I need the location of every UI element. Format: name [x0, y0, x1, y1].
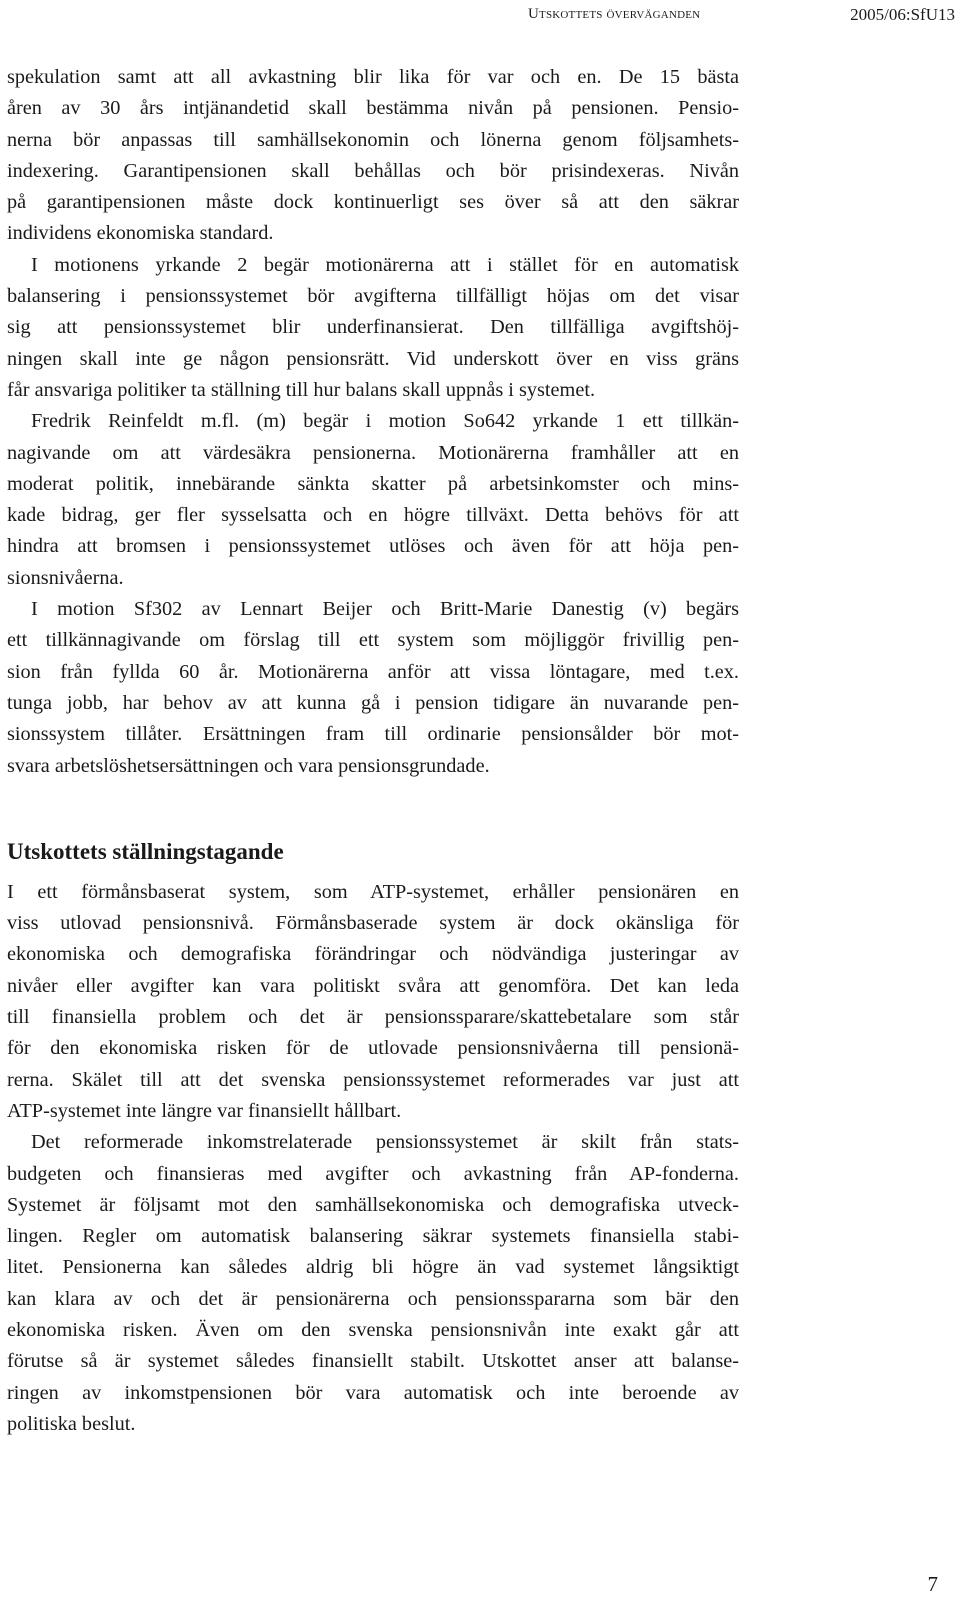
text-line: Det reformerade inkomstrelaterade pensionssystemet är skilt från stats- — [31, 1131, 739, 1154]
text-line: nerna bör anpassas till samhällsekonomin och lönerna genom följsamhets- — [7, 128, 739, 151]
text-line: nivåer eller avgifter kan vara politiskt svåra att genomföra. Det kan leda — [7, 974, 739, 997]
text-line: Systemet är följsamt mot den samhällsekonomiska och demografiska utveck- — [7, 1193, 739, 1216]
section-heading: Utskottets ställningstagande — [7, 838, 284, 864]
paragraph — [7, 62, 739, 250]
motions-summary — [7, 62, 739, 782]
text-line: individens ekonomiska standard. — [7, 222, 274, 245]
text-line: I ett förmånsbaserat system, som ATP-systemet, erhåller pensionären en — [7, 880, 739, 903]
text-line: sig att pensionssystemet blir underfinansierat. Den tillfälliga avgiftshöj- — [7, 316, 739, 339]
text-line: sionsnivåerna. — [7, 566, 124, 589]
paragraph — [7, 406, 739, 594]
text-line: sionssystem tillåter. Ersättningen fram till ordinarie pensionsålder bör mot- — [7, 723, 739, 746]
text-line: lingen. Regler om automatisk balansering säkrar systemets finansiella stabi- — [7, 1225, 739, 1248]
text-line: Fredrik Reinfeldt m.fl. (m) begär i motion So642 yrkande 1 ett tillkän- — [31, 410, 739, 433]
text-line: litet. Pensionerna kan således aldrig bli högre än vad systemet långsiktigt — [7, 1256, 739, 1279]
text-line: viss utlovad pensionsnivå. Förmånsbaserade system är dock okänsliga för — [7, 912, 739, 935]
text-line: hindra att bromsen i pensionssystemet utlöses och även för att höja pen- — [7, 535, 739, 558]
text-line: ringen av inkomstpensionen bör vara automatisk och inte beroende av — [7, 1381, 739, 1404]
committee-position — [7, 877, 739, 1440]
text-line: åren av 30 års intjänandetid skall bestämma nivån på pensionen. Pensio- — [7, 97, 739, 120]
text-line: indexering. Garantipensionen skall behållas och bör prisindexeras. Nivån — [7, 159, 739, 182]
text-line: sion från fyllda 60 år. Motionärerna anför att vissa löntagare, med t.ex. — [7, 660, 739, 683]
text-line: för den ekonomiska risken för de utlovade pensionsnivåerna till pensionä- — [7, 1037, 739, 1060]
text-line: kan klara av och det är pensionärerna och pensionsspararna som bär den — [7, 1287, 739, 1310]
text-line: politiska beslut. — [7, 1412, 136, 1435]
text-line: spekulation samt att all avkastning blir lika för var och en. De 15 bästa — [7, 66, 739, 88]
text-line: ekonomiska och demografiska förändringar och nödvändiga justeringar av — [7, 943, 739, 966]
paragraph — [7, 250, 739, 406]
text-line: får ansvariga politiker ta ställning till hur balans skall uppnås i systemet. — [7, 378, 596, 401]
text-line: ningen skall inte ge någon pensionsrätt. Vid underskott över en viss gräns — [7, 347, 739, 370]
text-line: ATP-systemet inte längre var finansiellt hållbart. — [7, 1099, 402, 1122]
paragraph — [7, 877, 739, 1127]
running-header-section: Utskottets överväganden — [528, 6, 701, 22]
page-header — [0, 6, 960, 32]
document-body — [7, 62, 739, 1440]
text-line: på garantipensionen måste dock kontinuerligt ses över så att den säkrar — [7, 191, 739, 214]
text-line: budgeten och finansieras med avgifter och avkastning från AP-fonderna. — [7, 1162, 739, 1185]
text-line: rerna. Skälet till att det svenska pensionssystemet reformerades var just att — [7, 1068, 739, 1091]
paragraph — [7, 594, 739, 782]
text-line: ett tillkännagivande om förslag till ett system som möjliggör frivillig pen- — [7, 629, 739, 652]
text-line: kade bidrag, ger fler sysselsatta och en högre tillväxt. Detta behövs för att — [7, 504, 739, 527]
text-line: I motionens yrkande 2 begär motionärerna att i stället för en automatisk — [31, 253, 739, 276]
text-line: ekonomiska risken. Även om den svenska pensionsnivån inte exakt går att — [7, 1318, 739, 1341]
text-line: svara arbetslöshetsersättningen och vara pensionsgrundade. — [7, 754, 490, 777]
paragraph — [7, 1127, 739, 1440]
text-line: moderat politik, innebärande sänkta skatter på arbetsinkomster och mins- — [7, 472, 739, 495]
text-line: förutse så är systemet således finansiellt stabilt. Utskottet anser att balanse- — [7, 1350, 739, 1373]
text-line: tunga jobb, har behov av att kunna gå i pension tidigare än nuvarande pen- — [7, 691, 739, 714]
text-line: nagivande om att värdesäkra pensionerna. Motionärerna framhåller att en — [7, 441, 739, 464]
text-line: till finansiella problem och det är pensionssparare/skattebetalare som står — [7, 1006, 739, 1029]
text-line: balansering i pensionssystemet bör avgifterna tillfälligt höjas om det visar — [7, 285, 739, 308]
text-line: I motion Sf302 av Lennart Beijer och Britt-Marie Danestig (v) begärs — [31, 598, 739, 621]
running-header-docid: 2005/06:SfU13 — [850, 5, 955, 24]
page-number: 7 — [927, 1572, 938, 1596]
